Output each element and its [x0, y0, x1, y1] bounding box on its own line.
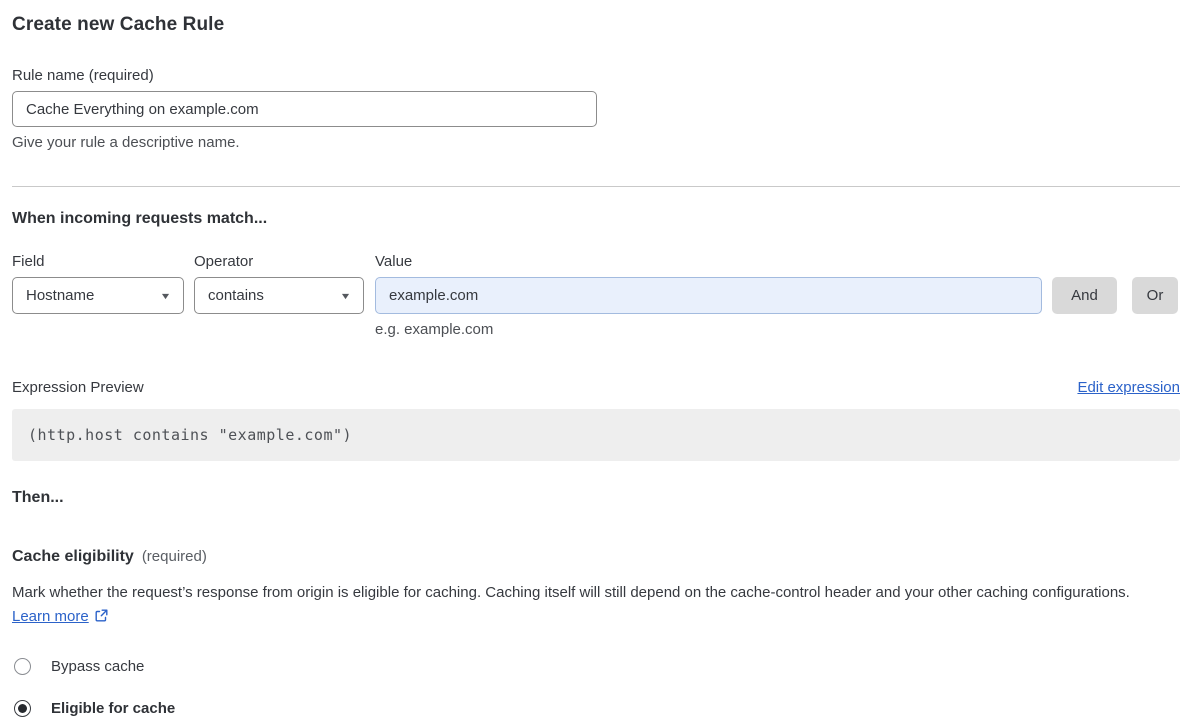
- rule-name-input[interactable]: [12, 91, 597, 127]
- expression-builder-row: [12, 277, 1180, 314]
- chevron-down-icon: ▼: [339, 290, 352, 301]
- chevron-down-icon: ▼: [159, 290, 172, 301]
- bypass-cache-label: Bypass cache: [51, 658, 145, 675]
- expression-code: (http.host contains "example.com"): [28, 426, 353, 444]
- field-label: Field: [12, 253, 45, 270]
- radio-icon: [14, 658, 31, 675]
- field-select[interactable]: [12, 277, 184, 314]
- radio-icon: [14, 700, 31, 717]
- value-label: Value: [375, 253, 413, 270]
- operator-select[interactable]: [194, 277, 364, 314]
- operator-select-value: contains: [208, 287, 264, 304]
- eligible-for-cache-option[interactable]: [14, 700, 1180, 717]
- learn-more-link[interactable]: Learn more: [12, 608, 89, 625]
- cache-eligibility-heading: Cache eligibility: [12, 548, 134, 565]
- then-section-heading: Then...: [12, 489, 64, 506]
- rule-name-label: Rule name (required): [12, 67, 154, 84]
- required-note: (required): [141, 548, 207, 565]
- page-title: Create new Cache Rule: [12, 14, 225, 35]
- section-divider: [12, 186, 1180, 187]
- value-input[interactable]: [375, 277, 1042, 314]
- value-hint: e.g. example.com: [375, 321, 494, 338]
- expression-preview-box: [12, 409, 1180, 461]
- and-button[interactable]: And: [1052, 277, 1117, 314]
- description-text: Mark whether the request’s response from origin is eligible for caching. Caching itself will still depend on the cache-control header and your other caching configurations.: [12, 584, 1130, 601]
- bypass-cache-option[interactable]: [14, 658, 1180, 675]
- field-select-value: Hostname: [26, 287, 95, 304]
- cache-eligibility-description: [12, 581, 1164, 631]
- expression-builder-labels: [12, 253, 1180, 270]
- edit-expression-link[interactable]: Edit expression: [1077, 379, 1180, 396]
- expression-preview-label: Expression Preview: [12, 379, 144, 396]
- external-link-icon: [94, 607, 109, 631]
- match-section-heading: When incoming requests match...: [12, 210, 268, 227]
- rule-name-help: Give your rule a descriptive name.: [12, 134, 240, 151]
- eligible-for-cache-label: Eligible for cache: [51, 700, 176, 717]
- or-button[interactable]: Or: [1132, 277, 1178, 314]
- operator-label: Operator: [194, 253, 254, 270]
